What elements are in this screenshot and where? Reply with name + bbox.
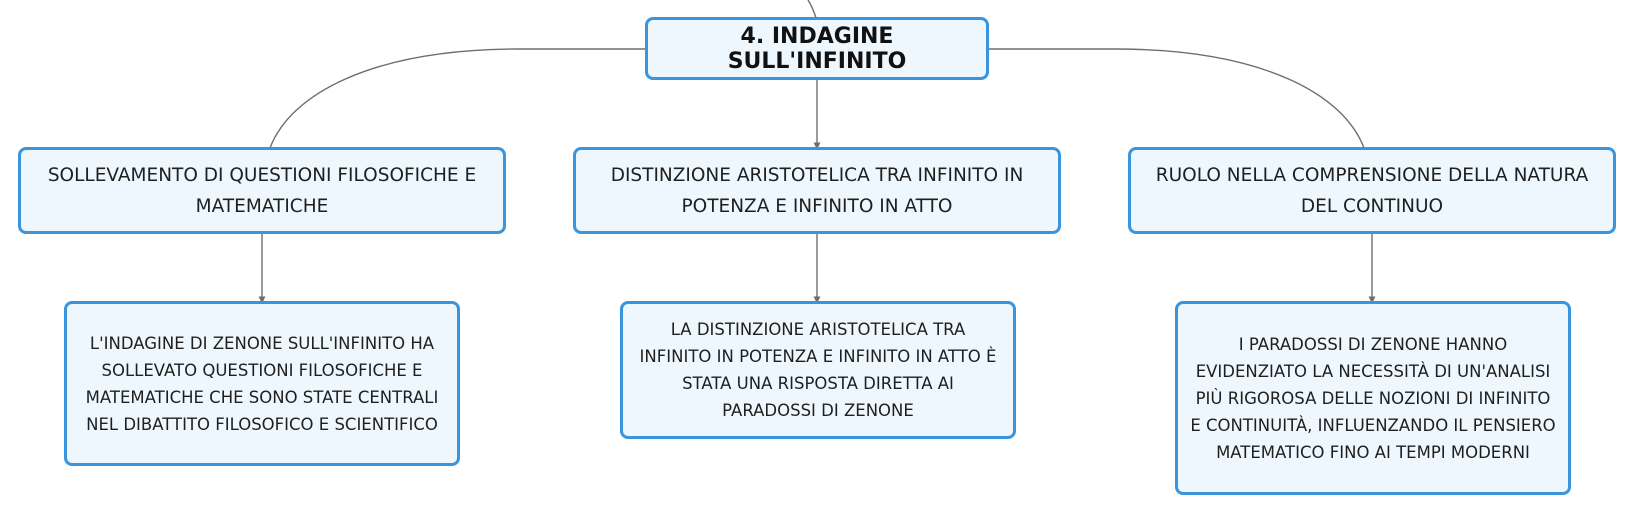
detail-node-1[interactable]	[64, 301, 460, 466]
connector-root-to-branch-3	[989, 49, 1364, 148]
detail-node-2[interactable]	[620, 301, 1016, 439]
root-topic-label: 4. INDAGINE SULL'INFINITO	[727, 23, 907, 74]
detail-node-1-text: L'INDAGINE DI ZENONE SULL'INFINITO HA SOLLEVATO QUESTIONI FILOSOFICHE E MATEMATICHE CHE SONO STATE CENTRALI NEL DIBATTITO FILOSOFICO E SCIENTIFICO	[85, 333, 439, 434]
detail-node-2-text: LA DISTINZIONE ARISTOTELICA TRA INFINITO IN POTENZA E INFINITO IN ATTO È STATA UNA RISPOSTA DIRETTA AI PARADOSSI DI ZENONE	[639, 320, 997, 420]
root-topic-node[interactable]	[645, 17, 989, 80]
connector-from-parent	[808, 0, 816, 18]
branch-node-1[interactable]	[18, 147, 506, 234]
detail-node-3-text: I PARADOSSI DI ZENONE HANNO EVIDENZIATO LA NECESSITÀ DI UN'ANALISI PIÙ RIGOROSA DELLE NOZIONI DI INFINITO E CONTINUITÀ, INFLUENZANDO IL PENSIERO MATEMATICO FINO AI TEMPI MODERNI	[1190, 334, 1556, 462]
branch-node-3[interactable]	[1128, 147, 1616, 234]
branch-node-1-label: SOLLEVAMENTO DI QUESTIONI FILOSOFICHE E MATEMATICHE	[47, 164, 477, 217]
detail-node-3[interactable]	[1175, 301, 1571, 495]
branch-node-3-label: RUOLO NELLA COMPRENSIONE DELLA NATURA DEL CONTINUO	[1155, 164, 1589, 217]
connector-root-to-branch-1	[270, 49, 645, 148]
branch-node-2-label: DISTINZIONE ARISTOTELICA TRA INFINITO IN POTENZA E INFINITO IN ATTO	[610, 164, 1024, 217]
branch-node-2[interactable]	[573, 147, 1061, 234]
